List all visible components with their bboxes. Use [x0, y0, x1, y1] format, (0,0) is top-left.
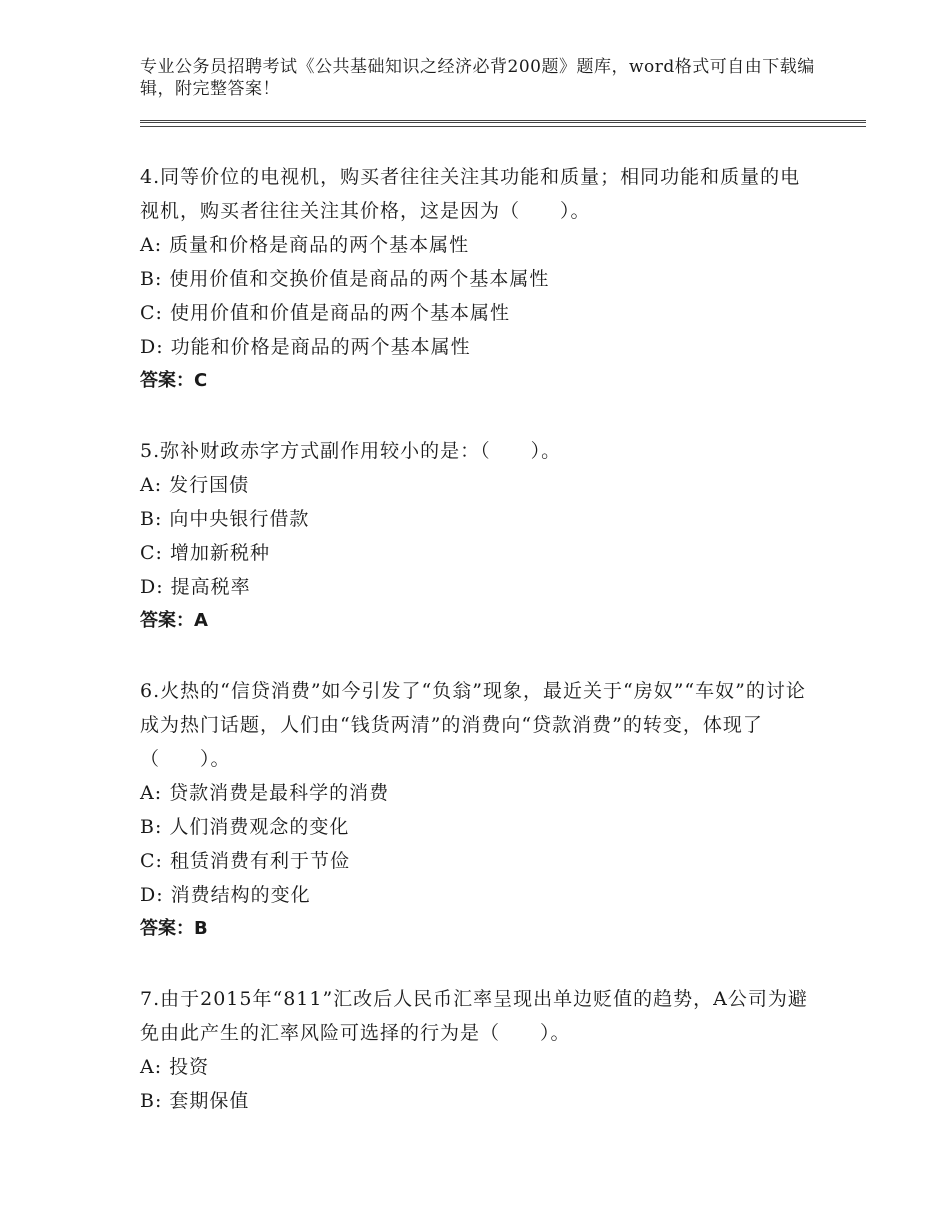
document-header: 专业公务员招聘考试《公共基础知识之经济必背200题》题库，word格式可自由下载编辑，附完整答案！	[140, 57, 815, 99]
question-list	[140, 160, 820, 1154]
option-c: C: 使用价值和价值是商品的两个基本属性	[140, 302, 510, 324]
option-a: A: 投资	[140, 1056, 210, 1078]
answer-label: 答案：C	[140, 370, 208, 391]
option-c: C: 增加新税种	[140, 542, 270, 564]
question-stem: 6.火热的“信贷消费”如今引发了“负翁”现象，最近关于“房奴”“车奴”的讨论成为热门话题，人们由“钱货两清”的消费向“贷款消费”的转变，体现了（ ）。	[140, 680, 806, 770]
option-c: C: 租赁消费有利于节俭	[140, 850, 350, 872]
header-divider	[140, 120, 866, 127]
question-6	[140, 674, 820, 946]
question-stem: 4.同等价位的电视机，购买者往往关注其功能和质量；相同功能和质量的电视机，购买者往往关注其价格，这是因为（ ）。	[140, 166, 801, 222]
question-stem: 5.弥补财政赤字方式副作用较小的是：（ ）。	[140, 440, 562, 462]
option-d: D: 功能和价格是商品的两个基本属性	[140, 336, 471, 358]
answer-label: 答案：B	[140, 918, 208, 939]
option-b: B: 人们消费观念的变化	[140, 816, 350, 838]
question-5	[140, 434, 820, 638]
answer-label: 答案：A	[140, 610, 208, 631]
option-b: B: 使用价值和交换价值是商品的两个基本属性	[140, 268, 550, 290]
option-d: D: 提高税率	[140, 576, 251, 598]
option-a: A: 发行国债	[140, 474, 250, 496]
question-stem: 7.由于2015年“811”汇改后人民币汇率呈现出单边贬值的趋势，A公司为避免由此产生的汇率风险可选择的行为是（ ）。	[140, 988, 808, 1044]
question-4	[140, 160, 820, 398]
option-b: B: 套期保值	[140, 1090, 250, 1112]
option-a: A: 贷款消费是最科学的消费	[140, 782, 390, 804]
option-a: A: 质量和价格是商品的两个基本属性	[140, 234, 470, 256]
question-7	[140, 982, 820, 1118]
option-b: B: 向中央银行借款	[140, 508, 310, 530]
option-d: D: 消费结构的变化	[140, 884, 311, 906]
